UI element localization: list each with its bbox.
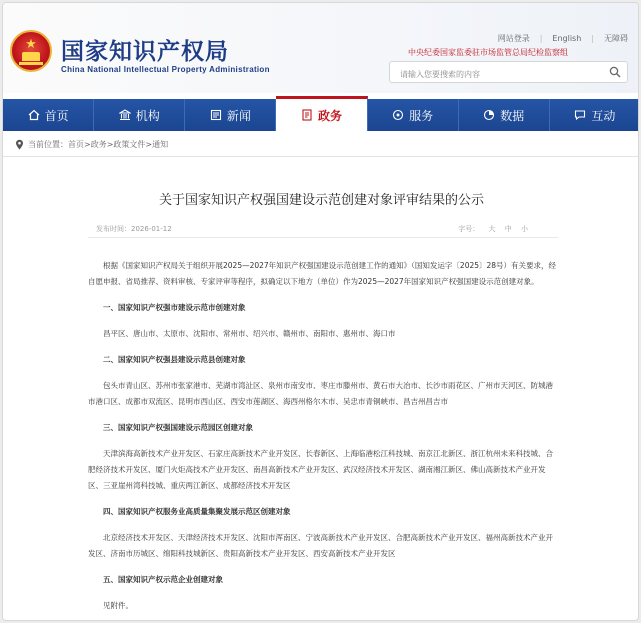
- nav-service-label: 服务: [409, 108, 434, 123]
- nav-government-label: 政务: [317, 108, 342, 123]
- section-content: 昌平区、唐山市、太原市、沈阳市、常州市、绍兴市、赣州市、南阳市、惠州市、海口市: [103, 329, 396, 338]
- login-link[interactable]: 网站登录: [497, 34, 530, 43]
- service-icon: [392, 109, 404, 121]
- nav-institution[interactable]: [94, 99, 185, 131]
- section-heading: 二、国家知识产权强县建设示范县创建对象: [103, 355, 246, 364]
- section-heading: 三、国家知识产权强国建设示范园区创建对象: [103, 423, 253, 432]
- section-content: 包头市青山区、苏州市张家港市、芜湖市湾沚区、泉州市南安市、枣庄市滕州市、黄石市大冶市、长沙市雨花区、广州市天河区、防城港市港口区、成都市双流区、昆明市西山区、西安市莲湖区、海西州格尔木市、吴忠市青铜峡市、昌吉州昌吉市: [88, 381, 553, 406]
- national-emblem-icon: ★: [10, 30, 52, 72]
- site-header: [3, 3, 638, 93]
- meta-divider: [88, 237, 558, 238]
- nav-news[interactable]: [185, 99, 276, 131]
- section-content: 见附件。: [103, 601, 133, 610]
- article-intro: 根据《国家知识产权局关于组织开展2025—2027年知识产权强国建设示范创建工作的通知》（国知发运字〔2025〕28号）有关要求，经自愿申报、省局推荐、资料审核、专家评审等程序，拟确定以下地方（单位）作为2025—2027年国家知识产权强国建设示范创建对象。: [88, 261, 557, 286]
- font-size-small[interactable]: 小: [521, 225, 528, 233]
- nav-data-label: 数据: [500, 108, 525, 123]
- accessibility-link[interactable]: 无障碍: [604, 34, 628, 43]
- nav-news-label: 新闻: [226, 108, 251, 123]
- article-title: 关于国家知识产权强国建设示范创建对象评审结果的公示: [158, 193, 484, 208]
- search-input[interactable]: [390, 65, 590, 85]
- search-icon[interactable]: [609, 66, 621, 78]
- font-size-large[interactable]: 大: [488, 225, 496, 233]
- section-content: 北京经济技术开发区、天津经济技术开发区、沈阳市浑南区、宁波高新技术产业开发区、合肥高新技术产业开发区、福州高新技术产业开发区、济南市历城区、绵阳科技城新区、贵阳高新技术产业开发区、西安高新技术产业开发区: [88, 533, 553, 558]
- discipline-inspection-link[interactable]: 中央纪委国家监委驻市场监管总局纪检监察组: [408, 48, 568, 57]
- search-box: [389, 61, 628, 83]
- font-size-medium[interactable]: 中: [504, 225, 512, 233]
- page-frame: [2, 2, 639, 621]
- publish-date: 2026-01-12: [131, 225, 172, 233]
- nav-interaction-label: 互动: [591, 108, 616, 123]
- nav-data[interactable]: [459, 99, 550, 131]
- nav-service[interactable]: [368, 99, 459, 131]
- interaction-icon: [574, 109, 586, 121]
- site-name[interactable]: 国家知识产权局: [61, 38, 229, 65]
- font-size-controls: [458, 224, 528, 234]
- nav-government[interactable]: [276, 96, 367, 131]
- nav-interaction[interactable]: [550, 99, 639, 131]
- data-icon: [483, 109, 495, 121]
- location-pin-icon: [15, 139, 24, 150]
- site-name-english: China National Intellectual Property Administration: [61, 65, 270, 74]
- breadcrumb-path[interactable]: 首页>政务>政策文件>通知: [68, 140, 169, 149]
- breadcrumb-label: 当前位置：: [28, 140, 68, 149]
- home-icon: [28, 109, 40, 121]
- article-body: [88, 258, 558, 614]
- news-icon: [210, 109, 222, 121]
- nav-institution-label: 机构: [135, 108, 160, 123]
- section-heading: 五、国家知识产权示范企业创建对象: [103, 575, 223, 584]
- publish-info: [96, 224, 172, 234]
- publish-label: 发布时间：: [96, 225, 131, 233]
- section-content: 天津滨海高新技术产业开发区、石家庄高新技术产业开发区、长春新区、上海临港松江科技城、南京江北新区、浙江杭州未来科技城、合肥经济技术开发区、厦门火炬高技术产业开发区、南昌高新技术产业开发区、武汉经济技术开发区、湖南湘江新区、佛山高新技术产业开发区、三亚崖州湾科技城、重庆两江新区、成都经济技术开发区: [88, 449, 553, 490]
- top-links: 网站登录 | English | 无障碍: [497, 34, 628, 43]
- english-link[interactable]: English: [552, 34, 582, 43]
- nav-home[interactable]: [3, 99, 94, 131]
- nav-home-label: 首页: [44, 108, 69, 123]
- section-heading: 一、国家知识产权强市建设示范市创建对象: [103, 303, 246, 312]
- font-size-label: 字号：: [458, 225, 480, 233]
- main-nav: [3, 99, 639, 131]
- institution-icon: [119, 109, 131, 121]
- section-heading: 四、国家知识产权服务业高质量集聚发展示范区创建对象: [103, 507, 291, 516]
- government-icon: [301, 109, 313, 121]
- breadcrumb: [15, 139, 168, 150]
- breadcrumb-divider: [3, 156, 639, 157]
